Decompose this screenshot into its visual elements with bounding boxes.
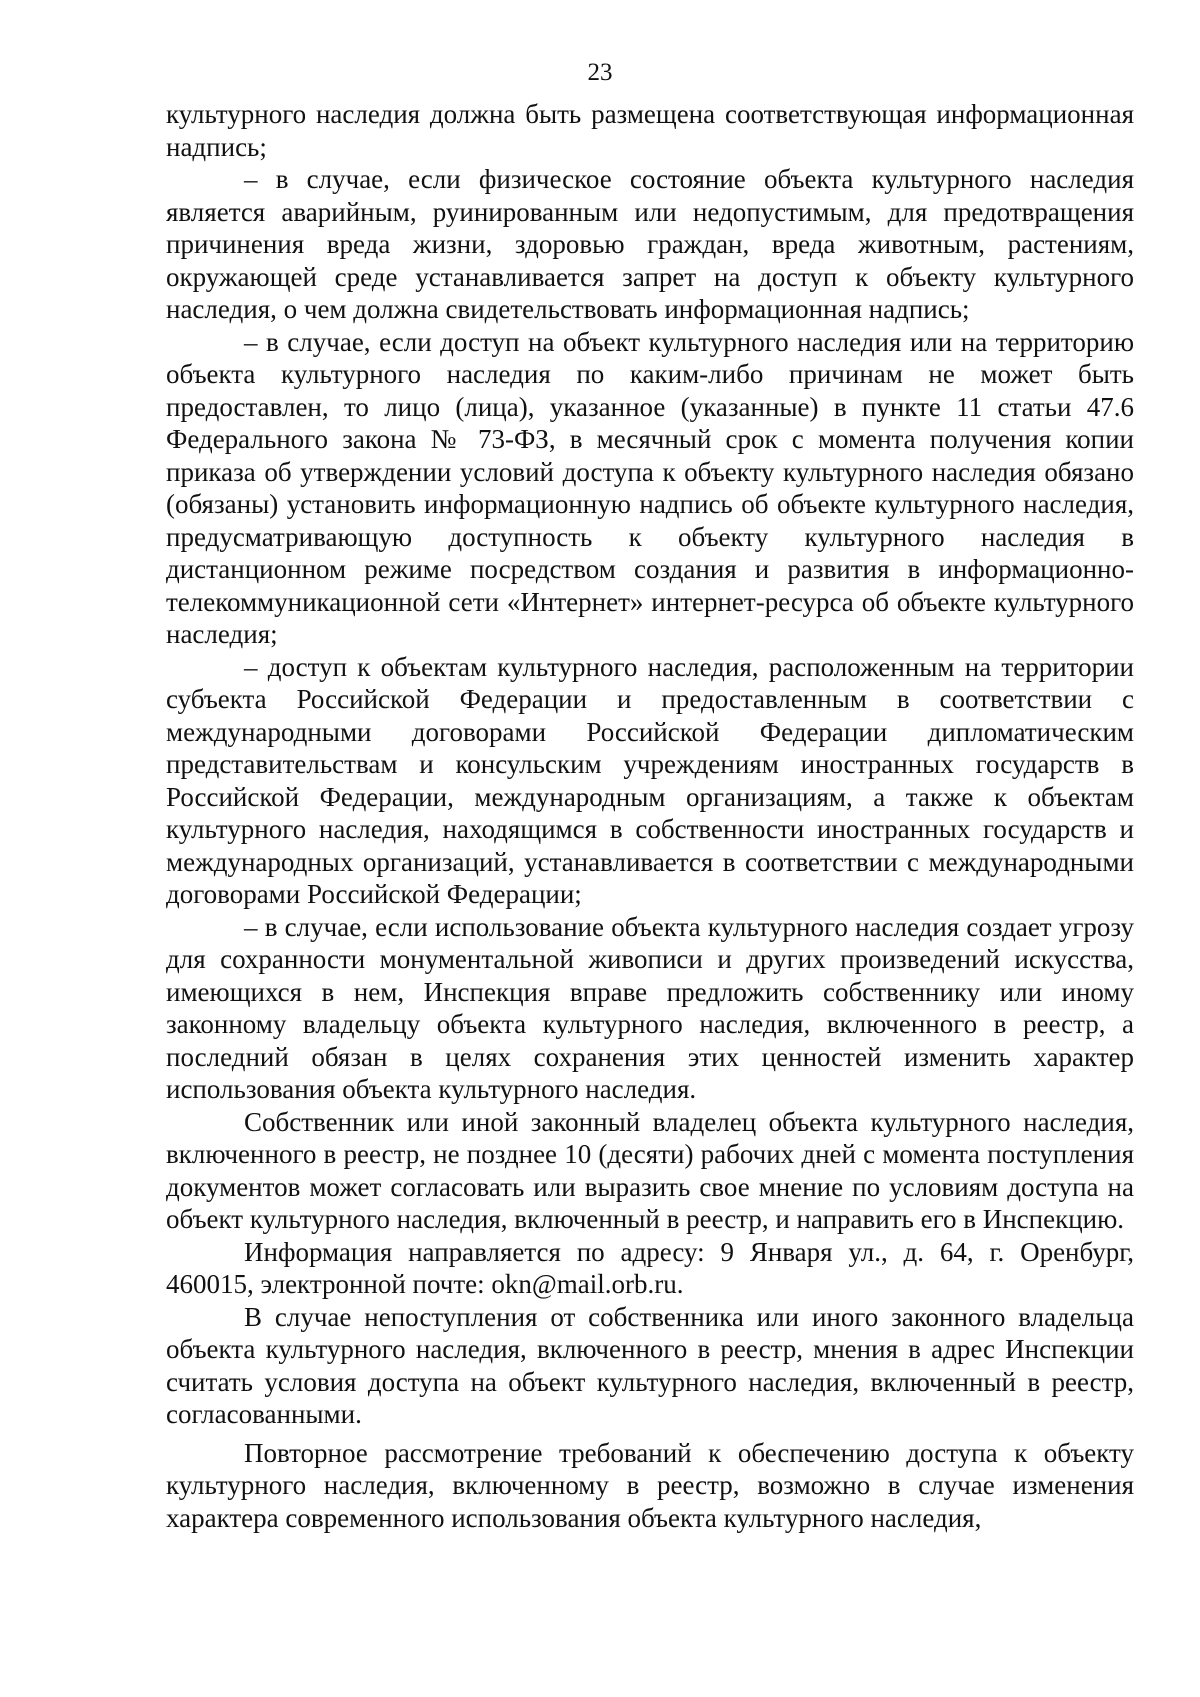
paragraph-art-preservation: – в случае, если использование объекта культурного наследия создает угрозу для сохранности монументальной живописи и других произведений искусства, имеющихся в нем, Инспекция вправе предложить собственнику или иному законному владельцу объекта культурного наследия, включенного в реестр, а последний обязан в целях сохранения этих ценностей изменить характер использования объекта культурного наследия.	[166, 911, 1134, 1104]
paragraph-owner-approval: Собственник или иной законный владелец объекта культурного наследия, включенного в реестр, не позднее 10 (десяти) рабочих дней с момента поступления документов может согласовать или выразить свое мнение по условиям доступа на объект культурного наследия, включенный в реестр, и направить его в Инспекцию.	[166, 1106, 1134, 1234]
document-body	[166, 98, 1134, 1534]
paragraph-emergency-condition: – в случае, если физическое состояние объекта культурного наследия является аварийным, руинированным или недопустимым, для предотвращения причинения вреда жизни, здоровью граждан, вреда животным, растениям, окружающей среде устанавливается запрет на доступ к объекту культурного наследия, о чем должна свидетельствовать информационная надпись;	[166, 164, 1134, 324]
paragraph-contact-address: Информация направляется по адресу: 9 Января ул., д. 64, г. Оренбург, 460015, электронной почте: okn@mail.orb.ru.	[166, 1236, 1134, 1299]
paragraph-continuation: культурного наследия должна быть размещена соответствующая информационная надпись;	[166, 99, 1134, 162]
paragraph-remote-access: – в случае, если доступ на объект культурного наследия или на территорию объекта культурного наследия по каким-либо причинам не может быть предоставлен, то лицо (лица), указанное (указанные) в пункте 11 статьи 47.6 Федерального закона № 73-ФЗ, в месячный срок с момента получения копии приказа об утверждении условий доступа к объекту культурного наследия обязано (обязаны) установить информационную надпись об объекте культурного наследия, предусматривающую доступность к объекту культурного наследия в дистанционном режиме посредством создания и развития в информационно-телекоммуникационной сети «Интернет» интернет-ресурса об объекте культурного наследия;	[166, 326, 1134, 649]
paragraph-default-approval: В случае непоступления от собственника или иного законного владельца объекта культурного наследия, включенного в реестр, мнения в адрес Инспекции считать условия доступа на объект культурного наследия, включенный в реестр, согласованными.	[166, 1301, 1134, 1429]
paragraph-reconsideration: Повторное рассмотрение требований к обеспечению доступа к объекту культурного наследия, включенному в реестр, возможно в случае изменения характера современного использования объекта культурного наследия,	[166, 1437, 1134, 1533]
page-number: 23	[587, 59, 613, 86]
paragraph-diplomatic-access: – доступ к объектам культурного наследия, расположенным на территории субъекта Российской Федерации и предоставленным в соответствии с международными договорами Российской Федерации дипломатическим представительствам и консульским учреждениям иностранных государств в Российской Федерации, международным организациям, а также к объектам культурного наследия, находящимся в собственности иностранных государств и международных организаций, устанавливается в соответствии с международными договорами Российской Федерации;	[166, 651, 1134, 909]
